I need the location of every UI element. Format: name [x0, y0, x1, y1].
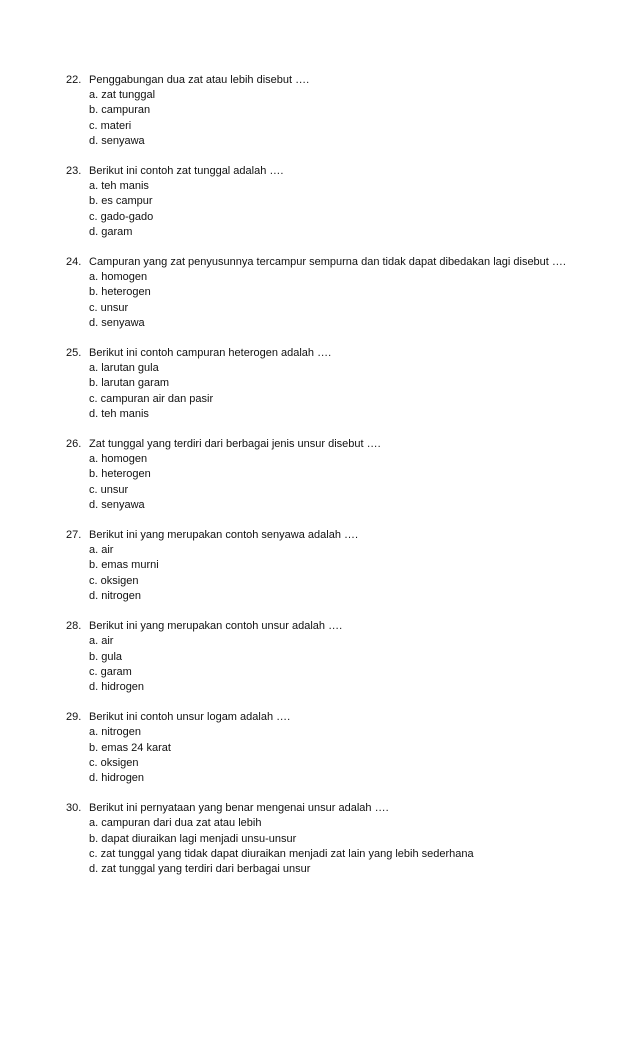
answer-option: a. air [89, 544, 114, 557]
answer-option: c. gado-gado [89, 210, 154, 223]
answer-options [66, 270, 576, 331]
answer-option: b. campuran [89, 104, 151, 117]
answer-option: c. unsur [89, 483, 129, 496]
answer-option: d. hidrogen [89, 771, 145, 784]
question-number: 30. [66, 802, 82, 815]
answer-options [66, 725, 576, 786]
answer-option: b. heterogen [89, 286, 151, 299]
answer-option: b. gula [89, 650, 123, 663]
answer-option: c. oksigen [89, 574, 139, 587]
question-text: Berikut ini pernyataan yang benar mengenai unsur adalah …. [89, 802, 389, 815]
question-item [66, 710, 576, 786]
question-item [66, 619, 576, 695]
question-number: 24. [66, 256, 82, 269]
question-number: 26. [66, 438, 82, 451]
answer-option: b. emas murni [89, 559, 159, 572]
answer-option: a. air [89, 635, 114, 648]
question-text: Berikut ini yang merupakan contoh senyawa adalah …. [89, 529, 359, 542]
answer-options [66, 179, 576, 240]
question-line [66, 346, 576, 361]
question-item [66, 73, 576, 149]
question-number: 28. [66, 620, 82, 633]
answer-option: c. zat tunggal yang tidak dapat diuraikan menjadi zat lain yang lebih sederhana [89, 847, 474, 860]
question-line [66, 164, 576, 179]
answer-options [66, 361, 576, 422]
answer-option: d. teh manis [89, 407, 149, 420]
answer-option: c. materi [89, 119, 132, 132]
answer-option: a. teh manis [89, 180, 149, 193]
question-item [66, 437, 576, 513]
answer-option: c. campuran air dan pasir [89, 392, 214, 405]
answer-option: d. senyawa [89, 134, 145, 147]
question-number: 22. [66, 74, 82, 86]
answer-option: d. zat tunggal yang terdiri dari berbagai unsur [89, 862, 311, 875]
question-line [66, 801, 576, 816]
question-number: 25. [66, 347, 82, 360]
answer-option: d. garam [89, 225, 133, 238]
question-line [66, 528, 576, 543]
question-number: 27. [66, 529, 82, 542]
answer-option: c. garam [89, 665, 132, 678]
question-line [66, 255, 576, 270]
question-text: Berikut ini contoh campuran heterogen adalah …. [89, 347, 332, 360]
answer-options [66, 88, 576, 149]
question-text: Berikut ini contoh unsur logam adalah …. [89, 711, 291, 724]
question-text: Zat tunggal yang terdiri dari berbagai jenis unsur disebut …. [89, 438, 381, 451]
question-line [66, 437, 576, 452]
answer-option: a. homogen [89, 453, 148, 466]
answer-option: a. nitrogen [89, 726, 141, 739]
question-item [66, 801, 576, 877]
question-line [66, 710, 576, 725]
question-text: Berikut ini contoh zat tunggal adalah …. [89, 165, 284, 178]
question-number: 23. [66, 165, 82, 178]
question-text: Campuran yang zat penyusunnya tercampur sempurna dan tidak dapat dibedakan lagi disebut …. [89, 256, 566, 269]
answer-option: b. larutan garam [89, 377, 170, 390]
answer-option: a. larutan gula [89, 362, 159, 375]
question-line [66, 619, 576, 634]
answer-option: b. heterogen [89, 468, 151, 481]
question-item [66, 528, 576, 604]
answer-option: b. es campur [89, 195, 153, 208]
question-number: 29. [66, 711, 82, 724]
answer-option: d. senyawa [89, 498, 145, 511]
answer-option: b. dapat diuraikan lagi menjadi unsu-unsur [89, 832, 297, 845]
answer-options [66, 816, 576, 877]
question-list [66, 73, 576, 892]
answer-option: c. oksigen [89, 756, 139, 769]
answer-options [66, 543, 576, 604]
question-line [66, 73, 576, 88]
question-item [66, 255, 576, 331]
answer-option: a. zat tunggal [89, 89, 156, 102]
question-text: Berikut ini yang merupakan contoh unsur adalah …. [89, 620, 343, 633]
answer-option: b. emas 24 karat [89, 741, 171, 754]
answer-options [66, 452, 576, 513]
question-text: Penggabungan dua zat atau lebih disebut …. [89, 74, 310, 86]
answer-option: a. campuran dari dua zat atau lebih [89, 817, 262, 830]
question-item [66, 164, 576, 240]
answer-option: c. unsur [89, 301, 129, 314]
answer-option: d. nitrogen [89, 589, 141, 602]
question-item [66, 346, 576, 422]
answer-options [66, 634, 576, 695]
answer-option: d. hidrogen [89, 680, 145, 693]
answer-option: d. senyawa [89, 316, 145, 329]
answer-option: a. homogen [89, 271, 148, 284]
